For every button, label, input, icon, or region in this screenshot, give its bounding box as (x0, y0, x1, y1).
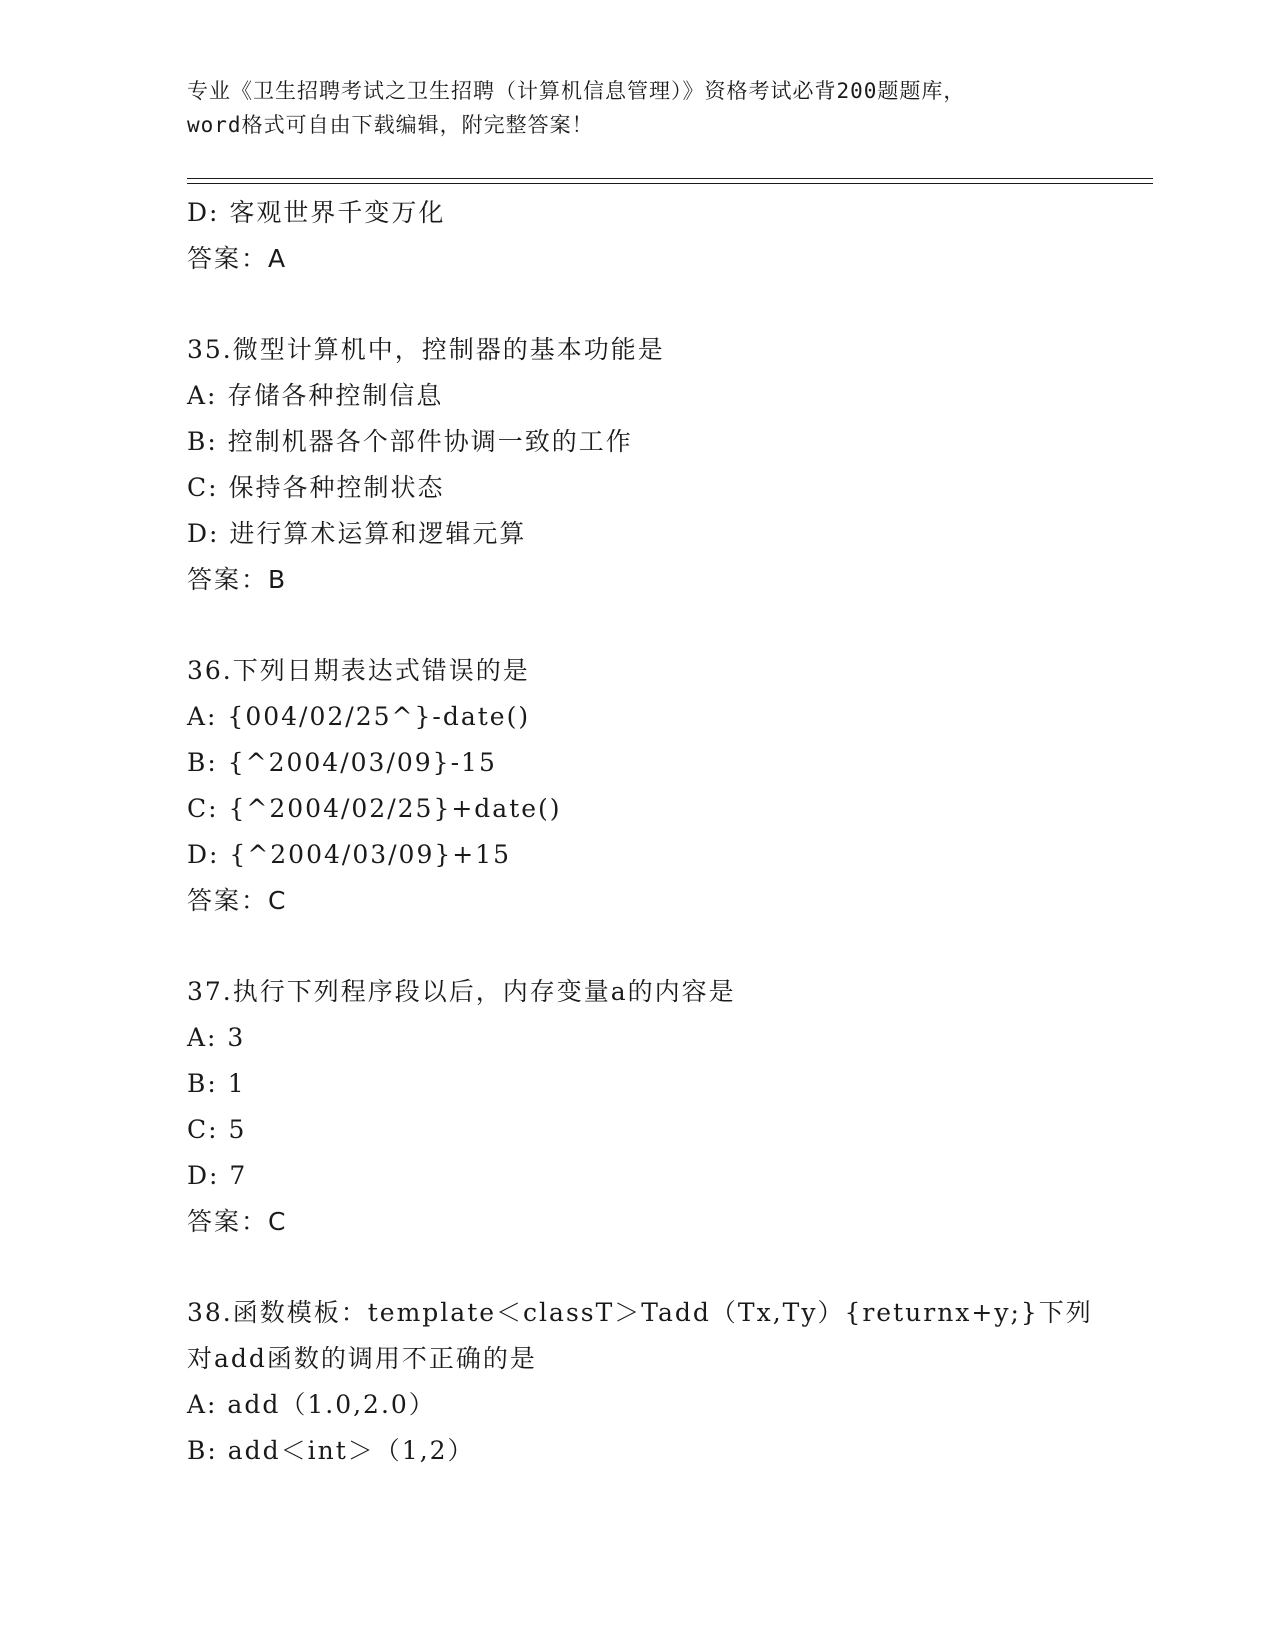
header-divider-bottom (187, 183, 1153, 184)
option-d: D: {^2004/03/09}+15 (187, 840, 512, 869)
prev-answer: 答案：A (187, 244, 288, 273)
option-d: D: 7 (187, 1161, 248, 1190)
question-stem: 37.执行下列程序段以后，内存变量a的内容是 (187, 977, 736, 1006)
question-35 (187, 327, 1087, 603)
answer: 答案：C (187, 1207, 288, 1236)
option-a: A: 存储各种控制信息 (187, 381, 444, 410)
spacer (187, 1245, 1087, 1290)
question-37 (187, 969, 1087, 1245)
question-38 (187, 1290, 1093, 1474)
answer: 答案：B (187, 565, 288, 594)
header-line-1: 专业《卫生招聘考试之卫生招聘（计算机信息管理）》资格考试必背200题题库， (187, 79, 966, 103)
question-stem: 36.下列日期表达式错误的是 (187, 656, 530, 685)
option-c: C: 5 (187, 1115, 247, 1144)
question-stem-line-2: 对add函数的调用不正确的是 (187, 1344, 537, 1373)
spacer (187, 924, 1087, 969)
document-header (187, 74, 1067, 142)
option-b: B: 1 (187, 1069, 246, 1098)
prev-option-d: D: 客观世界千变万化 (187, 198, 446, 227)
spacer (187, 603, 1087, 648)
header-line-2: word格式可自由下载编辑，附完整答案！ (187, 113, 594, 137)
answer: 答案：C (187, 886, 288, 915)
option-c: C: 保持各种控制状态 (187, 473, 445, 502)
option-a: A: add（1.0,2.0） (187, 1390, 436, 1419)
question-list (187, 190, 1093, 1474)
question-stem: 35.微型计算机中，控制器的基本功能是 (187, 335, 665, 364)
question-stem-line-1: 38.函数模板：template＜classT＞Tadd（Tx,Ty）{returnx+y;}下列 (187, 1298, 1093, 1327)
option-a: A: {004/02/25^}-date() (187, 702, 531, 731)
option-b: B: add＜int＞（1,2） (187, 1436, 475, 1465)
option-a: A: 3 (187, 1023, 246, 1052)
header-divider-top (187, 178, 1153, 179)
option-b: B: 控制机器各个部件协调一致的工作 (187, 427, 633, 456)
option-b: B: {^2004/03/09}-15 (187, 748, 497, 777)
option-d: D: 进行算术运算和逻辑元算 (187, 519, 527, 548)
spacer (187, 282, 1087, 327)
question-36 (187, 648, 1087, 924)
option-c: C: {^2004/02/25}+date() (187, 794, 562, 823)
